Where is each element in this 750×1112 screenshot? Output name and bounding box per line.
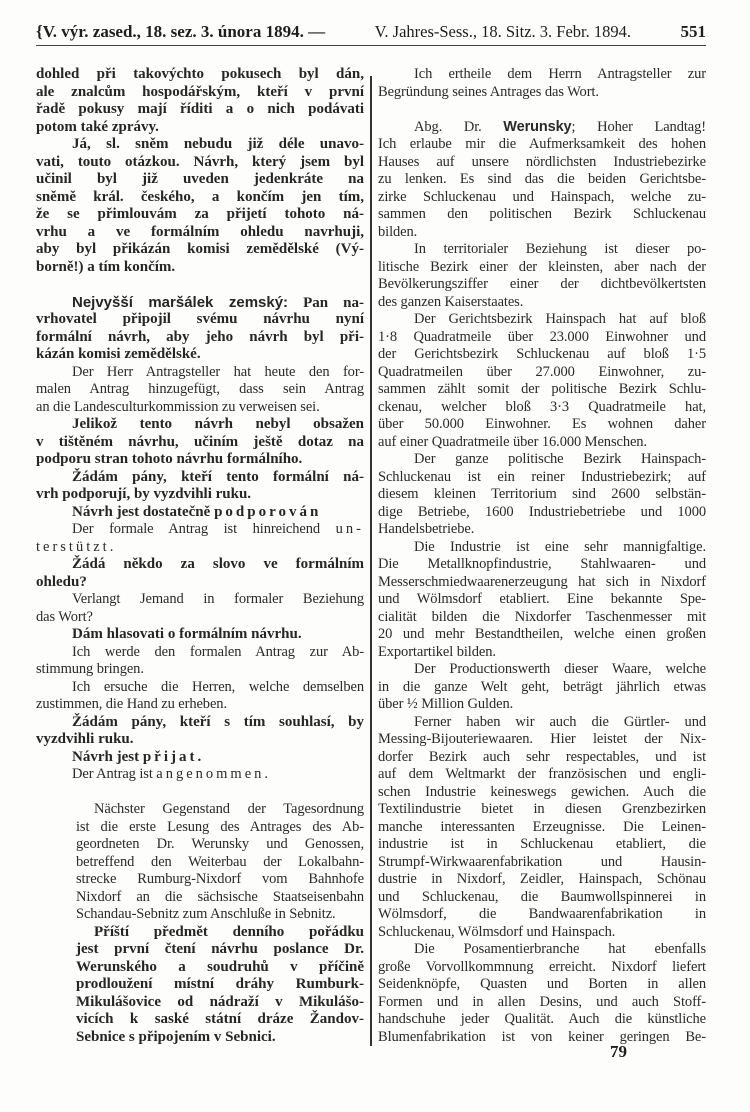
text-line (36, 661, 364, 679)
text-line (36, 311, 364, 329)
text-line (36, 486, 364, 504)
line-text: schen Industrie keineswegs gewichen. Auch die (378, 783, 706, 800)
text-line (378, 959, 706, 977)
column-divider (370, 76, 372, 1046)
text-line (378, 906, 706, 924)
text-line (36, 329, 364, 347)
line-text: zu lenken. Es sind das die beiden Gerichtsbe- (378, 171, 706, 187)
text-line (36, 469, 364, 487)
line-text: über 50.000 Einwohner. Es wohnen daher (378, 416, 706, 432)
text-line (378, 119, 706, 137)
line-text: Seidenknöpfe, Quasten und Borten in allen (378, 976, 706, 992)
line-text: borně!) a tím končím. (36, 258, 176, 275)
text-line (36, 906, 364, 924)
line-text: ckenau, welcher bloß 3·3 Quadratmeile hat, (378, 398, 706, 415)
line-text: handschuhe jeder Qualität. Auch die künstliche (378, 1011, 706, 1027)
text-line (378, 1029, 706, 1047)
text-line (36, 206, 364, 224)
text-line (36, 731, 364, 749)
line-text: Blumenfabrikation ist von keiner geringen Be- (378, 1028, 706, 1045)
line-text: bilden. (378, 223, 418, 240)
text-line (36, 591, 364, 609)
line-text: ist die erste Lesung des Antrages des Ab- (76, 818, 364, 835)
text-line (378, 1011, 706, 1029)
line-text: Begründung seines Antrages das Wort. (378, 83, 599, 100)
text-line (378, 836, 706, 854)
line-text: sammen zählt somit der politische Bezirk Schlu- (378, 381, 706, 397)
line-text: große Vorvollkommnung erreicht. Nixdorf liefert (378, 958, 706, 975)
line-text: Der Herr Antragsteller hat heute den for- (72, 363, 364, 380)
line-text: Dám hlasovati o formálním návrhu. (72, 626, 302, 642)
line-text: Návrh jest dostatečně (72, 503, 215, 520)
text-line (36, 679, 364, 697)
text-line (36, 994, 364, 1012)
line-text: Wölmsdorf, die Bandwaarenfabrikation in (378, 906, 706, 922)
line-text: Pan na- (288, 294, 364, 311)
text-line (378, 539, 706, 557)
line-text: vrh podporují, by vyzdvihli ruku. (36, 486, 252, 502)
line-text: Quadratmeilen über 27.000 Einwohner, zu- (378, 363, 706, 380)
text-line (378, 521, 706, 539)
line-text: podporu stran tohoto návrhu formálního. (36, 451, 303, 467)
text-line (36, 434, 364, 452)
line-text: že se přimlouvám za přijetí tohoto ná- (36, 206, 364, 222)
header-german: V. Jahres-Sess., 18. Sitz. 3. Febr. 1894. (374, 22, 631, 41)
text-line (378, 626, 706, 644)
text-line (36, 836, 364, 854)
spaced-text: terstützt. (36, 538, 117, 555)
line-text: vrhovatel připojil svému návrhu nyní (36, 311, 364, 327)
text-line (378, 854, 706, 872)
line-text: Hauses auf unsere nördlichsten Industriebezirke (378, 153, 706, 170)
line-text: In territorialer Beziehung ist dieser po- (414, 241, 706, 257)
text-line (378, 311, 706, 329)
text-line (378, 224, 706, 242)
text-line (36, 801, 364, 819)
text-line (36, 1011, 364, 1029)
line-text: des ganzen Kaiserstaates. (378, 293, 524, 310)
text-line (36, 66, 364, 84)
line-text: řadě pokusy mají říditi a o nich podávati (36, 101, 364, 117)
line-text: Ich ersuche die Herren, welche demselben (72, 678, 364, 695)
text-line (36, 399, 364, 417)
line-text: Formen und in allen Desins, und auch Stoff- (378, 993, 706, 1010)
line-text: 20 und mehr Bestandtheilen, welche einen großen (378, 626, 706, 642)
left-column-czech (36, 66, 364, 1046)
line-text: betreffend den Weiterbau der Lokalbahn- (76, 853, 364, 870)
spaced-text: un- (335, 521, 364, 537)
text-line (378, 486, 706, 504)
line-text: auf dem Weltmarkt der französischen und engli- (378, 766, 706, 782)
line-text: formální návrh, aby jeho návrh byl při- (36, 328, 364, 345)
text-line (378, 189, 706, 207)
text-line (36, 714, 364, 732)
line-text: Bevölkerungsziffer einer der dichtbevölkertsten (378, 276, 706, 292)
text-line (36, 241, 364, 259)
line-text: und Schluckenau, die Baumwollspinnerei in (378, 888, 706, 905)
text-line (36, 644, 364, 662)
text-line (378, 609, 706, 627)
text-line (36, 451, 364, 469)
text-line (378, 714, 706, 732)
text-line (378, 889, 706, 907)
text-line (378, 976, 706, 994)
line-text: Strumpf-Wirkwaarenfabrikation und Hausin- (378, 853, 706, 870)
text-line (378, 66, 706, 84)
line-text: über ½ Million Gulden. (378, 696, 514, 712)
text-line (36, 224, 364, 242)
text-line (36, 924, 364, 942)
text-line (36, 416, 364, 434)
text-line (378, 679, 706, 697)
line-text: stimmung bringen. (36, 661, 144, 677)
text-line (36, 609, 364, 627)
line-text: Messerschmiedwaarenerzeugung hat sich in Nixdorf (378, 573, 706, 590)
line-text: Messing-Bijouteriewaaren. Hier leistet der Nix- (378, 731, 706, 747)
line-text: Der ganze politische Bezirk Hainspach- (414, 451, 706, 467)
line-text: diesem kleinen Territorium sind 2600 selbstän- (378, 486, 706, 502)
line-text: prodloužení místní dráhy Rumburk- (76, 976, 364, 992)
text-line (36, 504, 364, 522)
line-text: Ferner haben wir auch die Gürtler- und (414, 713, 706, 730)
line-text: ohledu? (36, 573, 87, 590)
text-line (378, 731, 706, 749)
text-line (378, 364, 706, 382)
line-text: auf einer Quadratmeile über 16.000 Menschen. (378, 433, 647, 450)
spaced-text: přijat. (142, 748, 205, 765)
text-line (378, 451, 706, 469)
line-text: Žádám pány, kteří tento formální ná- (72, 468, 364, 485)
text-line (378, 469, 706, 487)
text-line (36, 189, 364, 207)
text-line (36, 259, 364, 277)
line-text: malen Antrag hinzugefügt, dass sein Antrag (36, 381, 364, 397)
line-text: Ich erlaube mir die Aufmerksamkeit des hohen (378, 136, 706, 152)
line-text: cialität bilden die Nixdorfer Taschenmesser mit (378, 608, 706, 625)
line-text: geordneten Dr. Werunsky und Genossen, (76, 836, 364, 852)
line-text: Abg. Dr. (414, 118, 504, 135)
line-text: Návrh jest (72, 748, 143, 765)
text-line (36, 976, 364, 994)
line-text: dohled při takovýchto pokusech byl dán, (36, 66, 364, 82)
line-text: litische Bezirk einer der kleinsten, aber nach der (378, 258, 706, 275)
header-rule (36, 45, 706, 46)
text-line (36, 346, 364, 364)
text-line (378, 924, 706, 942)
line-text: Der formale Antrag ist hinreichend (72, 521, 336, 537)
text-line (36, 364, 364, 382)
text-line (378, 661, 706, 679)
line-text: Žádám pány, kteří s tím souhlasí, by (72, 713, 364, 730)
text-line (36, 574, 364, 592)
line-text: industrie ist in Schluckenau etabliert, die (378, 836, 706, 852)
line-text: vrhu a ve formálním ohledu navrhuji, (36, 223, 364, 240)
text-line (36, 556, 364, 574)
line-text: Příští předmět denního pořádku (94, 923, 364, 940)
line-text: der Gerichtsbezirk Schluckenau auf bloß 1·5 (378, 346, 706, 362)
line-text: dorfer Bezirk auch sehr respectables, und ist (378, 748, 706, 765)
spaced-text: angenommen. (156, 766, 272, 782)
line-text: Sebnice s připojením v Sebnici. (76, 1028, 276, 1045)
line-text: Mikulášovice od nádraží v Mikulášo- (76, 993, 364, 1010)
line-text: Der Gerichtsbezirk Hainspach hat auf bloß (414, 311, 706, 327)
text-line (36, 136, 364, 154)
text-line (36, 84, 364, 102)
text-line (378, 504, 706, 522)
line-text: in die ganze Welt geht, beträgt jährlich etwas (378, 678, 706, 695)
line-text: Handelsbetriebe. (378, 521, 475, 537)
blank-line (36, 276, 364, 294)
line-text: manche interessanten Erzeugnisse. Die Leinen- (378, 818, 706, 835)
line-text: zustimmen, die Hand zu erheben. (36, 696, 227, 712)
line-text: Der Antrag ist (72, 766, 157, 782)
text-line (36, 749, 364, 767)
blank-line (378, 101, 706, 119)
line-text: sněmě král. českého, a končím jen tím, (36, 188, 364, 205)
running-header (36, 22, 706, 44)
text-line (378, 416, 706, 434)
text-line (378, 399, 706, 417)
page-number: 551 (680, 22, 706, 41)
line-text: strecke Rumburg-Nixdorf vom Bahnhofe (76, 871, 364, 887)
text-line (36, 1029, 364, 1047)
spaced-text: podporován (214, 503, 322, 520)
text-line (378, 994, 706, 1012)
text-line (378, 591, 706, 609)
text-line (378, 574, 706, 592)
header-czech: {V. výr. zased., 18. sez. 3. února 1894. — (36, 22, 326, 41)
speaker-name: Werunsky (503, 118, 572, 135)
blank-line (36, 784, 364, 802)
text-line (378, 871, 706, 889)
text-line (378, 206, 706, 224)
line-text: Der Productionswerth dieser Waare, welche (414, 661, 706, 677)
line-text: v tištěném návrhu, učiním ještě dotaz na (36, 433, 364, 450)
text-line (36, 539, 364, 557)
line-text: Schandau-Sebnitz zum Anschluße in Sebnitz. (76, 906, 336, 922)
text-line (36, 941, 364, 959)
text-line (36, 854, 364, 872)
text-line (378, 276, 706, 294)
speaker-name: Nejvyšší maršálek zemský: (72, 293, 289, 311)
text-line (36, 119, 364, 137)
text-line (378, 84, 706, 102)
line-text: Schluckenau ist ein reiner Industriebezirk; auf (378, 468, 706, 485)
line-text: Die Posamentierbranche hat ebenfalls (414, 941, 706, 957)
line-text: Werunského a soudruhů v příčině (76, 958, 364, 975)
text-line (378, 819, 706, 837)
text-line (378, 294, 706, 312)
line-text: vicích k saské státní dráze Žandov- (76, 1011, 364, 1027)
text-line (378, 556, 706, 574)
text-line (36, 521, 364, 539)
line-text: sammen den politischen Bezirk Schluckenau (378, 206, 706, 222)
line-text: vyzdvihli ruku. (36, 731, 134, 747)
text-line (378, 241, 706, 259)
line-text: Jelikož tento návrh nebyl obsažen (72, 416, 364, 432)
right-column-german (378, 66, 706, 1046)
line-text: Die Industrie ist eine sehr mannigfaltige. (414, 538, 706, 555)
text-line (36, 766, 364, 784)
text-line (36, 959, 364, 977)
text-line (378, 749, 706, 767)
line-text: aby byl přikázán komisi zemědělské (Vý- (36, 241, 364, 257)
line-text: Nixdorf an die sächsische Staatseisenbahn (76, 888, 364, 905)
text-line (378, 696, 706, 714)
line-text: Verlangt Jemand in formaler Beziehung (72, 591, 364, 607)
line-text: 1·8 Quadratmeile über 23.000 Einwohner und (378, 328, 706, 345)
text-line (378, 434, 706, 452)
line-text: ale znalcům hospodářským, kteří v první (36, 83, 364, 100)
line-text: zirke Schluckenau und Hainspach, welche zu- (378, 188, 706, 205)
text-line (378, 644, 706, 662)
line-text: dustrie in Nixdorf, Zeidler, Hainspach, Schönau (378, 871, 706, 887)
text-line (36, 871, 364, 889)
text-line (378, 801, 706, 819)
text-line (36, 626, 364, 644)
line-text: und Wölmsdorf etabliert. Eine bekannte Spe- (378, 591, 706, 607)
text-line (378, 381, 706, 399)
text-line (378, 346, 706, 364)
line-text: Nächster Gegenstand der Tagesordnung (94, 801, 364, 817)
line-text: an die Landesculturkommission zu verweisen sei. (36, 398, 320, 415)
line-text: kázán komisi zemědělské. (36, 346, 201, 362)
text-line (378, 766, 706, 784)
line-text: ; Hoher Landtag! (571, 118, 706, 135)
line-text: Die Metallknopfindustrie, Stahlwaaren- und (378, 556, 706, 572)
text-line (36, 696, 364, 714)
text-line (36, 101, 364, 119)
signature-number: 79 (610, 1042, 627, 1061)
line-text: Já, sl. sněm nebudu již déle unavo- (72, 136, 364, 152)
text-line (36, 171, 364, 189)
text-line (378, 329, 706, 347)
line-text: Textilindustrie bietet in diesen Grenzbezirken (378, 801, 706, 817)
line-text: dige Betriebe, 1600 Industriebetriebe und 1000 (378, 503, 706, 520)
text-line (36, 819, 364, 837)
text-line (378, 171, 706, 189)
text-line (378, 136, 706, 154)
line-text: Schluckenau, Wölmsdorf und Hainspach. (378, 923, 616, 940)
line-text: Exportartikel bilden. (378, 643, 496, 660)
line-text: vati, touto otázkou. Návrh, který jsem byl (36, 153, 364, 170)
line-text: Ich werde den formalen Antrag zur Ab- (72, 643, 364, 660)
line-text: jest první čtení návrhu poslance Dr. (76, 941, 364, 957)
line-text: Žádá někdo za slovo ve formálním (72, 556, 364, 572)
line-text: das Wort? (36, 608, 93, 625)
text-line (36, 294, 364, 312)
text-line (36, 154, 364, 172)
text-line (378, 259, 706, 277)
text-line (36, 889, 364, 907)
line-text: potom také zprávy. (36, 118, 159, 135)
text-line (378, 154, 706, 172)
line-text: učinil byl již uveden jedenkráte na (36, 171, 364, 187)
text-line (378, 941, 706, 959)
line-text: Ich ertheile dem Herrn Antragsteller zur (414, 66, 706, 82)
text-line (36, 381, 364, 399)
text-line (378, 784, 706, 802)
